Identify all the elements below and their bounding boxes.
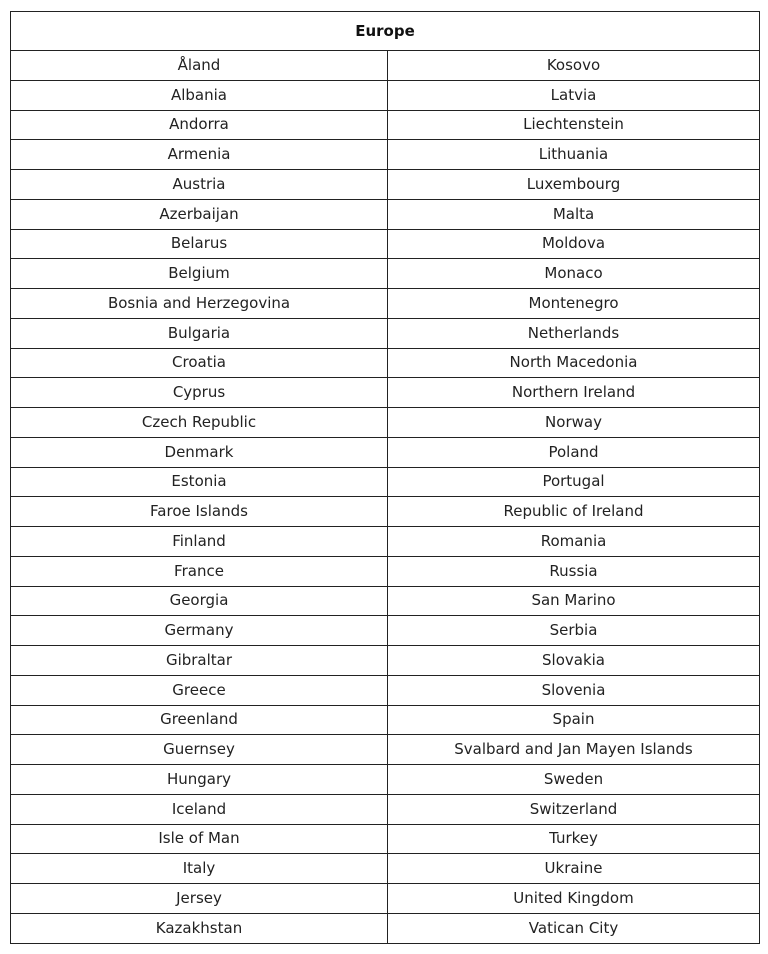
table-row <box>11 824 760 854</box>
table-row <box>11 497 760 527</box>
country-cell-left: Albania <box>11 80 388 110</box>
country-cell-left: Bulgaria <box>11 318 388 348</box>
table-row <box>11 794 760 824</box>
country-cell-right: Malta <box>388 199 760 229</box>
table-row <box>11 616 760 646</box>
country-cell-left: Italy <box>11 854 388 884</box>
country-cell-right: Netherlands <box>388 318 760 348</box>
country-cell-right: Liechtenstein <box>388 110 760 140</box>
table-header-europe: Europe <box>11 12 760 51</box>
table-header-row <box>11 12 760 51</box>
country-cell-left: Åland <box>11 51 388 81</box>
country-cell-left: Greenland <box>11 705 388 735</box>
country-cell-right: Sweden <box>388 765 760 795</box>
table-row <box>11 556 760 586</box>
table-row <box>11 199 760 229</box>
country-cell-right: Latvia <box>388 80 760 110</box>
table-row <box>11 140 760 170</box>
country-cell-left: Austria <box>11 170 388 200</box>
country-cell-left: Armenia <box>11 140 388 170</box>
country-cell-left: Belarus <box>11 229 388 259</box>
country-cell-right: Portugal <box>388 467 760 497</box>
country-cell-left: Czech Republic <box>11 408 388 438</box>
country-cell-left: Azerbaijan <box>11 199 388 229</box>
country-cell-right: Svalbard and Jan Mayen Islands <box>388 735 760 765</box>
country-cell-left: Croatia <box>11 348 388 378</box>
table-row <box>11 318 760 348</box>
country-cell-right: Northern Ireland <box>388 378 760 408</box>
table-row <box>11 675 760 705</box>
country-cell-right: Romania <box>388 527 760 557</box>
table-row <box>11 586 760 616</box>
country-cell-left: Greece <box>11 675 388 705</box>
country-cell-right: Ukraine <box>388 854 760 884</box>
table-row <box>11 705 760 735</box>
table-row <box>11 378 760 408</box>
country-cell-right: Norway <box>388 408 760 438</box>
country-cell-right: Vatican City <box>388 913 760 943</box>
table-row <box>11 348 760 378</box>
table-row <box>11 80 760 110</box>
country-cell-left: Finland <box>11 527 388 557</box>
country-cell-left: Denmark <box>11 437 388 467</box>
table-row <box>11 259 760 289</box>
table-row <box>11 854 760 884</box>
table-row <box>11 289 760 319</box>
table-row <box>11 51 760 81</box>
country-cell-right: Russia <box>388 556 760 586</box>
country-cell-left: Georgia <box>11 586 388 616</box>
country-cell-right: San Marino <box>388 586 760 616</box>
country-cell-left: Faroe Islands <box>11 497 388 527</box>
europe-countries-table <box>10 11 760 944</box>
country-cell-right: Slovakia <box>388 646 760 676</box>
country-cell-left: Estonia <box>11 467 388 497</box>
table-row <box>11 765 760 795</box>
country-cell-right: Switzerland <box>388 794 760 824</box>
table-row <box>11 170 760 200</box>
country-cell-right: Republic of Ireland <box>388 497 760 527</box>
country-cell-right: North Macedonia <box>388 348 760 378</box>
country-cell-right: Serbia <box>388 616 760 646</box>
country-cell-left: Bosnia and Herzegovina <box>11 289 388 319</box>
country-cell-left: France <box>11 556 388 586</box>
country-cell-right: Slovenia <box>388 675 760 705</box>
country-cell-right: United Kingdom <box>388 884 760 914</box>
table-row <box>11 735 760 765</box>
country-cell-left: Isle of Man <box>11 824 388 854</box>
table-row <box>11 408 760 438</box>
table-body <box>11 51 760 944</box>
country-cell-right: Moldova <box>388 229 760 259</box>
country-cell-left: Germany <box>11 616 388 646</box>
country-cell-left: Gibraltar <box>11 646 388 676</box>
table-row <box>11 884 760 914</box>
table-row <box>11 229 760 259</box>
country-cell-left: Guernsey <box>11 735 388 765</box>
country-cell-left: Iceland <box>11 794 388 824</box>
country-cell-left: Andorra <box>11 110 388 140</box>
table-row <box>11 467 760 497</box>
country-cell-right: Spain <box>388 705 760 735</box>
table-row <box>11 913 760 943</box>
country-cell-right: Poland <box>388 437 760 467</box>
table-row <box>11 110 760 140</box>
table-row <box>11 527 760 557</box>
country-cell-left: Belgium <box>11 259 388 289</box>
country-cell-right: Monaco <box>388 259 760 289</box>
country-cell-right: Turkey <box>388 824 760 854</box>
country-cell-left: Kazakhstan <box>11 913 388 943</box>
country-cell-left: Jersey <box>11 884 388 914</box>
country-cell-right: Lithuania <box>388 140 760 170</box>
table-row <box>11 437 760 467</box>
country-cell-left: Cyprus <box>11 378 388 408</box>
country-cell-right: Montenegro <box>388 289 760 319</box>
country-cell-right: Luxembourg <box>388 170 760 200</box>
country-cell-left: Hungary <box>11 765 388 795</box>
table-row <box>11 646 760 676</box>
country-cell-right: Kosovo <box>388 51 760 81</box>
